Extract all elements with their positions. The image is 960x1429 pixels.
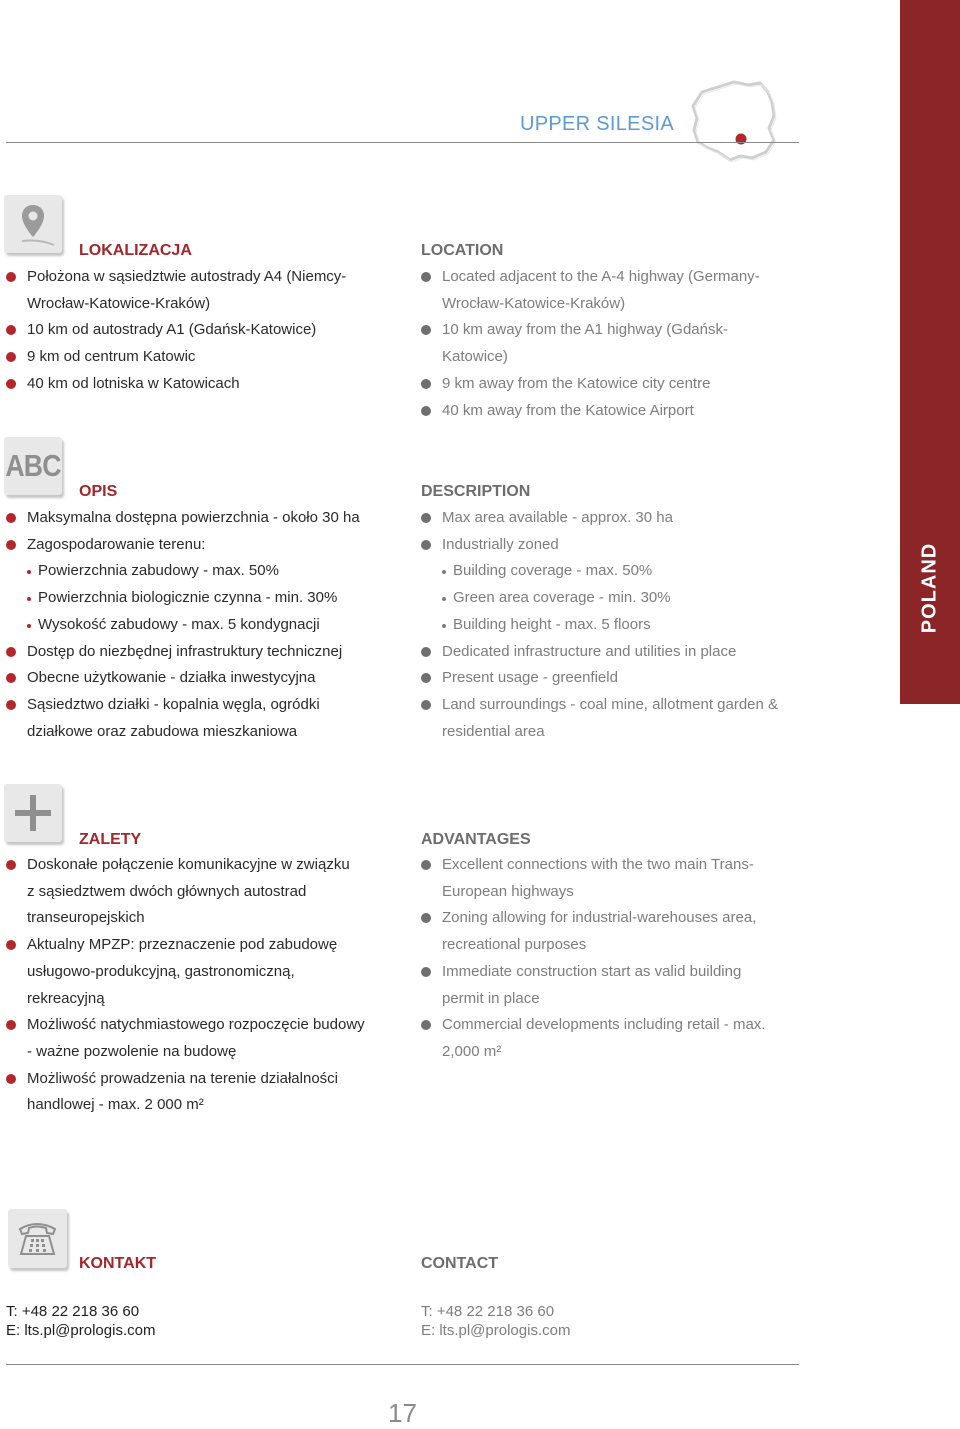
advantages-list-pl bbox=[6, 852, 365, 1119]
list-item: 9 km od centrum Katowic bbox=[6, 344, 346, 371]
list-item: permit in place bbox=[442, 989, 540, 1007]
contact-heading-pl: KONTAKT bbox=[79, 1255, 157, 1272]
list-item: Maksymalna dostępna powierzchnia - około 30 ha bbox=[6, 505, 360, 532]
list-item: Położona w sąsiedztwie autostrady A4 (Niemcy- bbox=[6, 264, 346, 291]
list-item: Wrocław-Katowice-Kraków) bbox=[27, 294, 211, 312]
abc-text-icon bbox=[4, 437, 62, 495]
description-heading-en: DESCRIPTION bbox=[421, 483, 531, 500]
list-item: działkowe oraz zabudowa mieszkaniowa bbox=[27, 722, 298, 740]
list-item: transeuropejskich bbox=[27, 909, 145, 927]
description-heading-pl: OPIS bbox=[79, 483, 118, 500]
advantages-list-en bbox=[421, 852, 765, 1066]
location-heading-pl: LOKALIZACJA bbox=[79, 242, 192, 259]
list-item: Present usage - greenfield bbox=[421, 665, 778, 692]
list-item: Industrially zoned bbox=[421, 532, 778, 559]
list-item: Katowice) bbox=[442, 348, 508, 366]
list-item: Excellent connections with the two main Trans- bbox=[421, 852, 765, 879]
contact-heading-en: CONTACT bbox=[421, 1255, 499, 1272]
list-item: Dedicated infrastructure and utilities in place bbox=[421, 639, 778, 666]
list-item: 2,000 m² bbox=[442, 1042, 502, 1060]
list-item: Wrocław-Katowice-Kraków) bbox=[442, 294, 626, 312]
poland-map-icon bbox=[688, 78, 780, 164]
list-item: Commercial developments including retail - max. bbox=[421, 1012, 765, 1039]
list-item: 10 km away from the A1 highway (Gdańsk- bbox=[421, 317, 760, 344]
contact-phone-en: T: +48 22 218 36 60 bbox=[421, 1303, 555, 1320]
list-item: Aktualny MPZP: przeznaczenie pod zabudowę bbox=[6, 932, 365, 959]
list-item: rekreacyjną bbox=[27, 989, 105, 1007]
list-item: Dostęp do niezbędnej infrastruktury technicznej bbox=[6, 639, 360, 666]
list-item: Building coverage - max. 50% bbox=[421, 558, 778, 585]
list-item: Zoning allowing for industrial-warehouses area, bbox=[421, 905, 765, 932]
list-item: Powierzchnia zabudowy - max. 50% bbox=[6, 558, 360, 585]
list-item: Land surroundings - coal mine, allotment garden & bbox=[421, 692, 778, 719]
map-pin-icon bbox=[4, 195, 62, 253]
list-item: - ważne pozwolenie na budowę bbox=[27, 1042, 237, 1060]
list-item: Wysokość zabudowy - max. 5 kondygnacji bbox=[6, 612, 360, 639]
list-item: Located adjacent to the A-4 highway (Germany- bbox=[421, 264, 760, 291]
side-tab bbox=[900, 0, 960, 704]
abc-icon-label: ABC bbox=[5, 448, 61, 483]
list-item: z sąsiedztwem dwóch głównych autostrad bbox=[27, 882, 307, 900]
list-item: 40 km away from the Katowice Airport bbox=[421, 398, 760, 425]
list-item: recreational purposes bbox=[442, 936, 587, 954]
description-list-en bbox=[421, 505, 778, 745]
plus-icon bbox=[4, 784, 62, 842]
list-item: handlowej - max. 2 000 m² bbox=[27, 1096, 204, 1114]
telephone-icon bbox=[8, 1209, 67, 1268]
list-item: Możliwość natychmiastowego rozpoczęcie budowy bbox=[6, 1012, 365, 1039]
contact-email-pl[interactable]: E: lts.pl@prologis.com bbox=[6, 1322, 156, 1339]
list-item: residential area bbox=[442, 722, 545, 740]
list-item: 9 km away from the Katowice city centre bbox=[421, 371, 760, 398]
header-divider bbox=[6, 142, 799, 143]
list-item: Green area coverage - min. 30% bbox=[421, 585, 778, 612]
list-item: Zagospodarowanie terenu: bbox=[6, 532, 360, 559]
list-item: Max area available - approx. 30 ha bbox=[421, 505, 778, 532]
region-title: UPPER SILESIA bbox=[520, 113, 674, 135]
list-item: European highways bbox=[442, 882, 574, 900]
contact-email-en[interactable]: E: lts.pl@prologis.com bbox=[421, 1322, 571, 1339]
list-item: Building height - max. 5 floors bbox=[421, 612, 778, 639]
footer-divider bbox=[6, 1364, 799, 1365]
page-number: 17 bbox=[388, 1398, 417, 1428]
list-item: Immediate construction start as valid building bbox=[421, 959, 765, 986]
list-item: Sąsiedztwo działki - kopalnia węgla, ogródki bbox=[6, 692, 360, 719]
advantages-heading-en: ADVANTAGES bbox=[421, 831, 531, 848]
location-list-pl bbox=[6, 264, 346, 398]
list-item: usługowo-produkcyjną, gastronomiczną, bbox=[27, 962, 295, 980]
list-item: Doskonałe połączenie komunikacyjne w związku bbox=[6, 852, 365, 879]
description-list-pl bbox=[6, 505, 360, 745]
list-item: 10 km od autostrady A1 (Gdańsk-Katowice) bbox=[6, 317, 346, 344]
advantages-heading-pl: ZALETY bbox=[79, 831, 142, 848]
location-heading-en: LOCATION bbox=[421, 242, 504, 259]
list-item: 40 km od lotniska w Katowicach bbox=[6, 371, 346, 398]
list-item: Obecne użytkowanie - działka inwestycyjna bbox=[6, 665, 360, 692]
list-item: Możliwość prowadzenia na terenie działalności bbox=[6, 1066, 365, 1093]
list-item: Powierzchnia biologicznie czynna - min. 30% bbox=[6, 585, 360, 612]
side-label: POLAND bbox=[918, 542, 941, 634]
location-list-en bbox=[421, 264, 760, 424]
contact-phone-pl: T: +48 22 218 36 60 bbox=[6, 1303, 140, 1320]
